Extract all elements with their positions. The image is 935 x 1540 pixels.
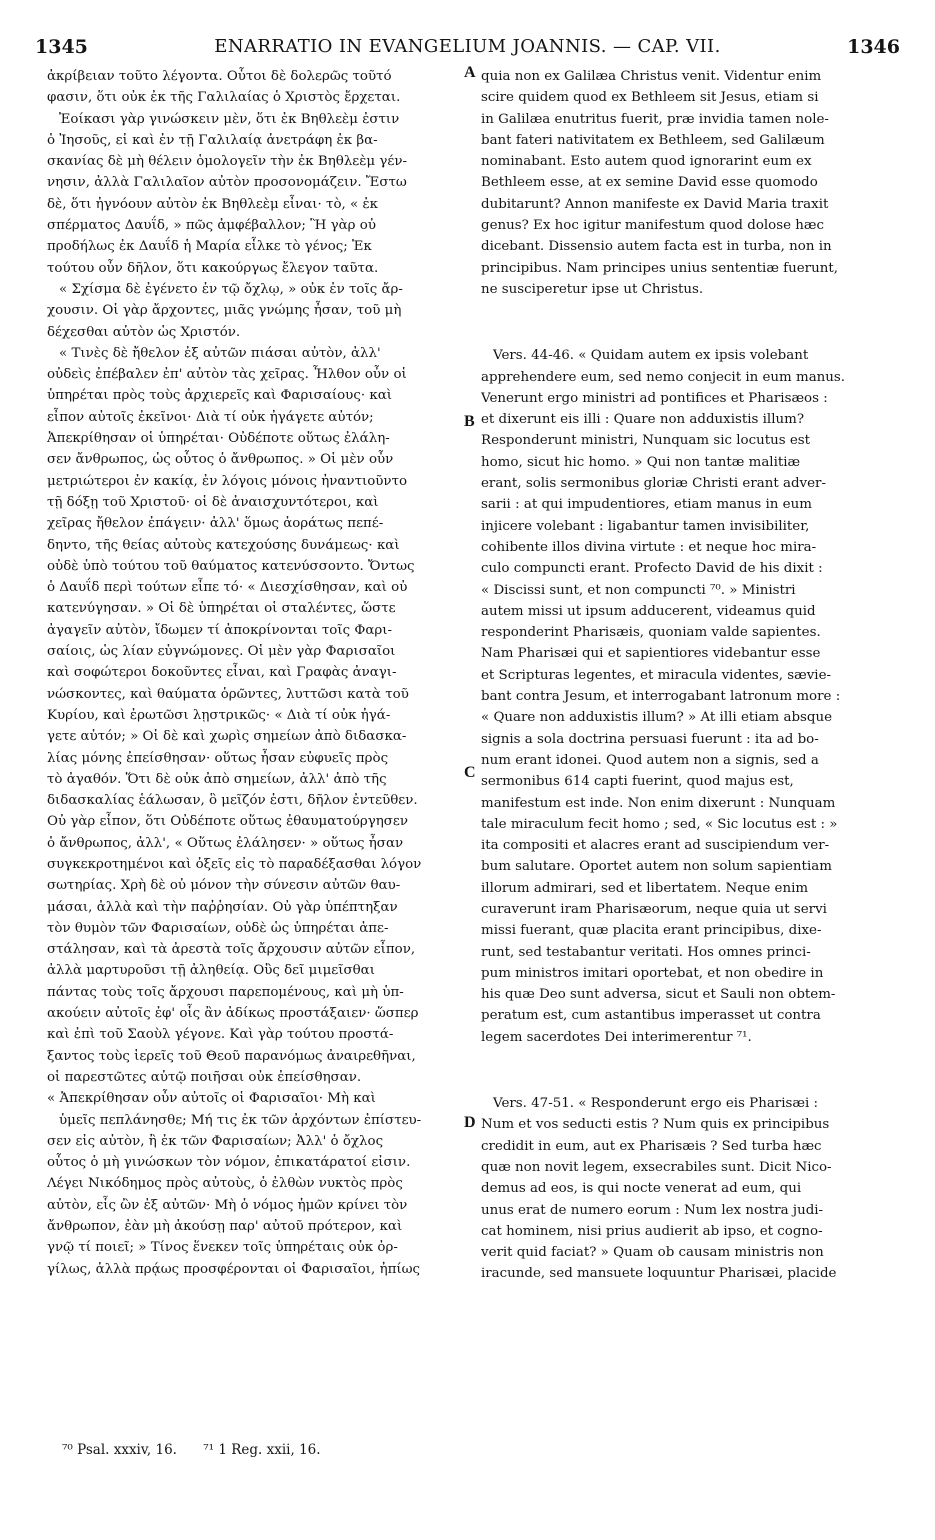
text-line: εἶπον αὐτοῖς ἐκεῖνοι· Διὰ τί οὐκ ἠγάγετε αὐτόν;	[47, 409, 374, 425]
text-line: curaverunt iram Pharisæorum, neque quia ut servi	[481, 901, 827, 917]
margin-marker-a: A	[464, 64, 476, 81]
text-line: Λέγει Νικόδημος πρὸς αὐτοὺς, ὁ ἐλθὼν νυκτὸς πρὸς	[47, 1176, 403, 1192]
text-line: σπέρματος Δαυΐδ, » πῶς ἀμφέβαλλον; Ἢ γὰρ οὐ	[47, 218, 376, 234]
footnote: ⁷¹ 1 Reg. xxii, 16.	[203, 1442, 321, 1458]
text-line: « Quare non adduxistis illum? » At illi etiam absque	[481, 710, 833, 726]
text-line: μάσαι, ἀλλὰ καὶ τὴν παῤῥησίαν. Οὐ γὰρ ὑπέπτηξαν	[47, 899, 398, 915]
text-line: τῇ δόξῃ τοῦ Χριστοῦ· οἱ δὲ ἀναισχυντότεροι, καὶ	[47, 494, 379, 510]
text-line: δηντο, τῆς θείας αὐτοὺς κατεχούσης δυνάμεως· καὶ	[47, 537, 400, 553]
text-line: « Discissi sunt, et non compuncti ⁷⁰. » Ministri	[481, 582, 796, 598]
footnotes	[62, 1442, 343, 1458]
text-line: his quæ Deo sunt adversa, sicut et Sauli non obtem-	[481, 987, 836, 1003]
text-line: ακούειν αὐτοῖς ἐφ' οἷς ἂν ἀδίκως προστάξαιεν· ὥσπερ	[47, 1006, 419, 1022]
greek-text-column	[47, 66, 457, 1280]
text-line: Vers. 44-46. « Quidam autem ex ipsis volebant	[493, 348, 809, 364]
text-line: νώσκοντες, καὶ θαύματα ὁρῶντες, λυττῶσι κατὰ τοῦ	[47, 686, 409, 702]
text-line: autem missi ut ipsum adducerent, videamus quid	[481, 603, 816, 619]
text-line: cat hominem, nisi prius audierit ab ipso, et cogno-	[481, 1223, 823, 1239]
text-line: δέχεσθαι αὐτὸν ὡς Χριστόν.	[47, 324, 241, 340]
text-line: τὸ ἀγαθόν. Ὅτι δὲ οὐκ ἀπὸ σημείων, ἀλλ' ἀπὸ τῆς	[47, 771, 387, 787]
text-line: συγκεκροτημένοι καὶ ὀξεῖς εἰς τὸ παραδέξασθαι λόγον	[47, 856, 422, 872]
text-line: ὁ Δαυΐδ περὶ τούτων εἶπε τό· « Διεσχίσθησαν, καὶ οὐ	[47, 580, 408, 596]
text-line: γνῷ τί ποιεῖ; » Τίνος ἕνεκεν τοῖς ὑπηρέταις οὐκ ὀρ-	[47, 1240, 398, 1256]
text-line: ὑμεῖς πεπλάνησθε; Μή τις ἐκ τῶν ἀρχόντων ἐπίστευ-	[59, 1112, 422, 1128]
text-line: κατενύγησαν. » Οἱ δὲ ὑπηρέται οἱ σταλέντες, ὥστε	[47, 601, 396, 617]
text-line: νησιν, ἀλλὰ Γαλιλαῖον αὐτὸν προσονομάζειν. Ἔστω	[47, 175, 407, 191]
text-line: ἄνθρωπον, ἐὰν μὴ ἀκούσῃ παρ' αὐτοῦ πρότερον, καὶ	[47, 1219, 403, 1235]
margin-marker-c: C	[464, 764, 476, 781]
page-number-right: 1346	[847, 36, 900, 58]
text-line: καὶ ἐπὶ τοῦ Σαοὺλ γέγονε. Καὶ γὰρ τούτου προστά-	[47, 1027, 394, 1043]
text-line: scire quidem quod ex Bethleem sit Jesus, etiam si	[481, 90, 819, 106]
text-line: bant fateri nativitatem ex Bethleem, sed Galilæum	[481, 132, 825, 148]
text-line: οὐδὲ ὑπὸ τούτου τοῦ θαύματος κατενύσσοντο. Ὄντως	[47, 558, 415, 574]
running-header	[35, 36, 900, 64]
text-line: nominabant. Esto autem quod ignorarint eum ex	[481, 154, 812, 170]
text-line: signis a sola doctrina persuasi fuerunt : ita ad bo-	[481, 731, 819, 747]
text-line: dicebant. Dissensio autem facta est in turba, non in	[481, 239, 832, 255]
text-line: καὶ σοφώτεροι δοκοῦντες εἶναι, καὶ Γραφὰς ἀναγι-	[47, 665, 397, 681]
text-line: illorum admirari, sed et libertatem. Neque enim	[481, 880, 809, 896]
text-line: ὑπηρέται πρὸς τοὺς ἀρχιερεῖς καὶ Φαρισαίους· καὶ	[47, 388, 392, 404]
text-line: στάλησαν, καὶ τὰ ἀρεστὰ τοῖς ἄρχουσιν αὐτῶν εἶπον,	[47, 942, 416, 958]
text-line: ἀλλὰ μαρτυροῦσι τῇ ἀληθείᾳ. Οὓς δεῖ μιμεῖσθαι	[47, 963, 375, 979]
text-line: τούτου οὖν δῆλον, ὅτι κακούργως ἔλεγον ταῦτα.	[47, 260, 379, 276]
text-line: homo, sicut hic homo. » Qui non tantæ malitiæ	[481, 454, 801, 470]
text-line: σαίοις, ὡς λίαν εὐγνώμονες. Οἱ μὲν γὰρ Φαρισαῖοι	[47, 644, 396, 660]
text-line: bum salutare. Oportet autem non solum sapientiam	[481, 859, 832, 875]
text-line: γίλως, ἀλλὰ πρᾴως προσφέρονται οἱ Φαρισαῖοι, ἠπίως	[47, 1261, 421, 1277]
text-line: Nam Pharisæi qui et sapientiores videbantur esse	[481, 646, 821, 662]
paragraph-gap	[481, 300, 899, 345]
text-line: unus erat de numero eorum : Num lex nostra judi-	[481, 1202, 824, 1218]
text-line: Ἐοίκασι γὰρ γινώσκειν μὲν, ὅτι ἐκ Βηθλεὲμ ἐστιν	[59, 111, 400, 127]
text-line: τὸν θυμὸν τῶν Φαρισαίων, οὐδὲ ὡς ὑπηρέται ἀπε-	[47, 920, 389, 936]
text-line: ὁ Ἰησοῦς, εἰ καὶ ἐν τῇ Γαλιλαίᾳ ἀνετράφη ἐκ βα-	[47, 132, 378, 148]
text-line: manifestum est inde. Non enim dixerunt : Nunquam	[481, 795, 836, 811]
text-line: χουσιν. Οἱ γὰρ ἄρχοντες, μιᾶς γνώμης ἦσαν, τοῦ μὴ	[47, 303, 402, 319]
page-number-left: 1345	[35, 36, 88, 58]
text-line: principibus. Nam principes unius sententiæ fuerunt,	[481, 260, 838, 276]
text-line: οὐδεὶς ἐπέβαλεν ἐπ' αὐτὸν τὰς χεῖρας. Ἦλθον οὖν οἱ	[47, 367, 407, 383]
text-line: Bethleem esse, at ex semine David esse quomodo	[481, 175, 818, 191]
text-line: μετριώτεροι ἐν κακίᾳ, ἐν λόγοις μόνοις ἠναντιοῦντο	[47, 473, 408, 489]
text-line: γετε αὐτόν; » Οἱ δὲ καὶ χωρὶς σημείων ἀπὸ διδασκα-	[47, 729, 407, 745]
text-line: πάντας τοὺς τοῖς ἄρχουσι παρεπομένους, καὶ μὴ ὑπ-	[47, 984, 404, 1000]
text-line: in Galilæa enutritus fuerit, præ invidia tamen nole-	[481, 111, 829, 127]
text-line: σωτηρίας. Χρὴ δὲ οὐ μόνον τὴν σύνεσιν αὐτῶν θαυ-	[47, 878, 401, 894]
text-line: ne susciperetur ipse ut Christus.	[481, 281, 704, 297]
text-line: sermonibus 614 capti fuerint, quod majus est,	[481, 774, 794, 790]
text-line: « Ἀπεκρίθησαν οὖν αὐτοῖς οἱ Φαρισαῖοι· Μὴ καὶ	[47, 1091, 376, 1107]
text-line: φασιν, ὅτι οὐκ ἐκ τῆς Γαλιλαίας ὁ Χριστὸς ἔρχεται.	[47, 90, 401, 106]
text-line: runt, sed testabantur veritati. Hos omnes princi-	[481, 944, 811, 960]
text-line: ξαντος τοὺς ἱερεῖς τοῦ Θεοῦ παρανόμως ἀναιρεθῆναι,	[47, 1048, 416, 1064]
text-line: iracunde, sed mansuete loquuntur Pharisæi, placide	[481, 1266, 837, 1282]
text-line: « Σχίσμα δὲ ἐγένετο ἐν τῷ ὄχλῳ, » οὐκ ἐν τοῖς ἄρ-	[59, 281, 403, 297]
text-line: Num et vos seducti estis ? Num quis ex principibus	[481, 1117, 830, 1133]
text-line: χεῖρας ἤθελον ἐπάγειν· ἀλλ' ὅμως ἀοράτως πεπέ-	[47, 516, 384, 532]
text-line: num erant idonei. Quod autem non a signis, sed a	[481, 752, 819, 768]
text-line: cohibente illos divina virtute : et neque hoc mira-	[481, 539, 817, 555]
text-line: legem sacerdotes Dei interimerentur ⁷¹.	[481, 1029, 752, 1045]
margin-marker-b: B	[464, 413, 475, 430]
text-line: σκανίας δὲ μὴ θέλειν ὁμολογεῖν τὴν ἐκ Βηθλεὲμ γέν-	[47, 154, 407, 170]
text-line: ἀγαγεῖν αὐτὸν, ἴδωμεν τί ἀποκρίνονται τοῖς Φαρι-	[47, 622, 393, 638]
text-line: missi fuerant, quæ placita erant principibus, dixe-	[481, 923, 822, 939]
text-line: peratum est, cum astantibus imperasset ut contra	[481, 1008, 821, 1024]
text-line: quæ non novit legem, exsecrabiles sunt. Dicit Nico-	[481, 1159, 832, 1175]
footnote: ⁷⁰ Psal. xxxiv, 16.	[62, 1442, 177, 1458]
text-line: bant contra Jesum, et interrogabant latronum more :	[481, 689, 841, 705]
text-line: προδήλως ἐκ Δαυΐδ ἡ Μαρία εἷλκε τὸ γένος; Ἐκ	[47, 239, 372, 255]
text-line: et dixerunt eis illi : Quare non adduxistis illum?	[481, 412, 805, 428]
text-line: σεν ἄνθρωπος, ὡς οὗτος ὁ ἄνθρωπος. » Οἱ μὲν οὖν	[47, 452, 394, 468]
text-line: διδασκαλίας ἑάλωσαν, ὃ μεῖζόν ἐστι, δῆλον ἐντεῦθεν.	[47, 793, 418, 809]
text-line: credidit in eum, aut ex Pharisæis ? Sed turba hæc	[481, 1138, 822, 1154]
paragraph-gap	[481, 1048, 899, 1093]
text-line: ὁ ἄνθρωπος, ἀλλ', « Οὕτως ἐλάλησεν· » οὕτως ἦσαν	[47, 835, 404, 851]
text-line: λίας μόνης ἐπείσθησαν· οὕτως ἦσαν εὐφυεῖς πρὸς	[47, 750, 389, 766]
text-line: verit quid faciat? » Quam ob causam ministris non	[481, 1245, 824, 1261]
text-line: sarii : at qui impudentiores, etiam manus in eum	[481, 497, 812, 513]
text-line: culo compuncti erant. Profecto David de his dixit :	[481, 561, 823, 577]
text-line: Responderunt ministri, Nunquam sic locutus est	[481, 433, 811, 449]
text-line: erant, solis sermonibus gloriæ Christi erant adver-	[481, 476, 826, 492]
text-line: tale miraculum fecit homo ; sed, « Sic locutus est : »	[481, 816, 838, 832]
text-line: Vers. 47-51. « Responderunt ergo eis Pharisæi :	[493, 1096, 818, 1112]
text-line: apprehendere eum, sed nemo conjecit in eum manus.	[481, 369, 846, 385]
text-line: οὗτος ὁ μὴ γινώσκων τὸν νόμον, ἐπικατάρατοί εἰσιν.	[47, 1155, 411, 1171]
text-line: ἀκρίβειαν τοῦτο λέγοντα. Οὗτοι δὲ δολερῶς τοῦτό	[47, 69, 392, 84]
running-title: ENARRATIO IN EVANGELIUM JOANNIS. — CAP. VII.	[214, 36, 721, 57]
text-line: dubitarunt? Annon manifeste ex David Maria traxit	[481, 196, 829, 212]
text-line: demus ad eos, is qui nocte venerat ad eum, qui	[481, 1181, 802, 1197]
margin-marker-d: D	[464, 1114, 476, 1131]
text-line: quia non ex Galilæa Christus venit. Videntur enim	[481, 69, 822, 84]
text-line: Οὐ γὰρ εἶπον, ὅτι Οὐδέποτε οὕτως ἐθαυματούργησεν	[47, 814, 408, 830]
text-line: responderint Pharisæis, quoniam valde sapientes.	[481, 625, 821, 641]
text-line: Venerunt ergo ministri ad pontifices et Pharisæos :	[481, 390, 828, 406]
text-line: genus? Ex hoc igitur manifestum quod dolose hæc	[481, 218, 825, 234]
text-line: σεν εἰς αὐτὸν, ἢ ἐκ τῶν Φαρισαίων; Ἀλλ' ὁ ὄχλος	[47, 1133, 384, 1149]
text-line: οἱ παρεστῶτες αὐτῷ ποιῆσαι οὐκ ἐπείσθησαν.	[47, 1069, 362, 1085]
text-line: injicere volebant : ligabantur tamen invisibiliter,	[481, 518, 810, 534]
text-line: αὐτὸν, εἷς ὢν ἐξ αὐτῶν· Μὴ ὁ νόμος ἡμῶν κρίνει τὸν	[47, 1197, 408, 1213]
text-line: Κυρίου, καὶ ἐρωτῶσι λῃστρικῶς· « Διὰ τί οὐκ ἠγά-	[47, 707, 391, 723]
text-line: Ἀπεκρίθησαν οἱ ὑπηρέται· Οὐδέποτε οὕτως ἐλάλη-	[47, 431, 390, 447]
text-line: « Τινὲς δὲ ἤθελον ἐξ αὐτῶν πιάσαι αὐτὸν, ἀλλ'	[59, 345, 381, 361]
text-line: et Scripturas legentes, et miracula videntes, sævie-	[481, 667, 832, 683]
text-line: ita compositi et alacres erant ad suscipiendum ver-	[481, 838, 830, 854]
text-line: δὲ, ὅτι ἠγνόουν αὐτὸν ἐκ Βηθλεὲμ εἶναι· τὸ, « ἐκ	[47, 196, 379, 212]
text-line: pum ministros imitari oportebat, et non obedire in	[481, 965, 824, 981]
latin-text-column	[481, 66, 899, 1285]
